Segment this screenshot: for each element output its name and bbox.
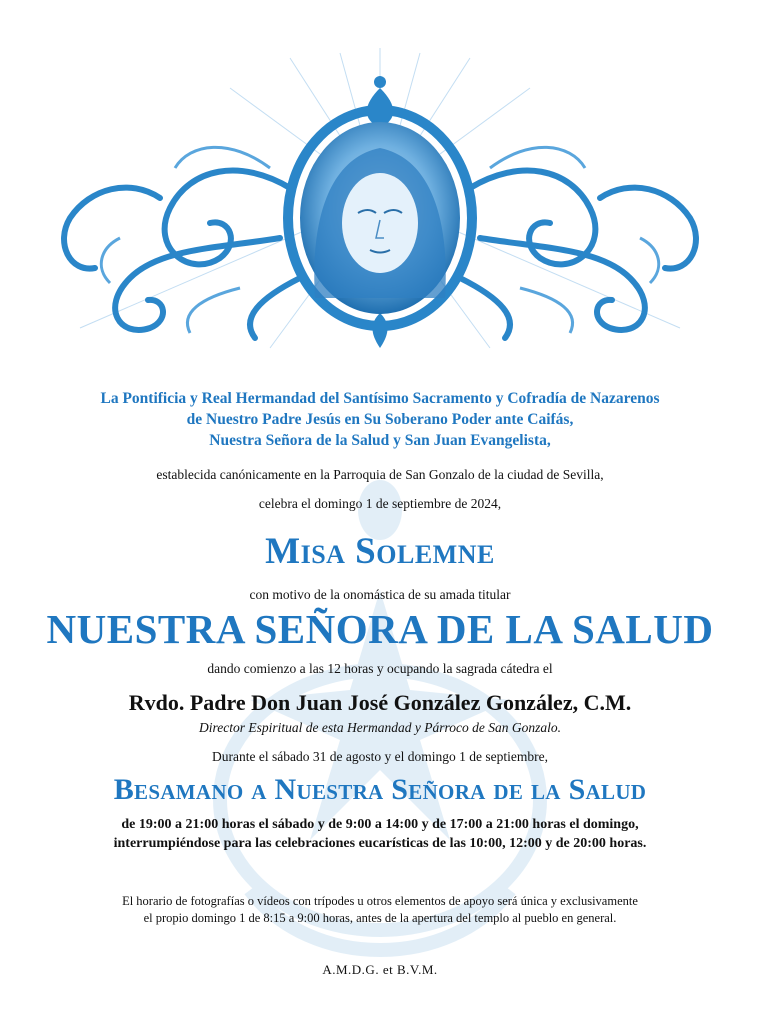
hermandad-line: de Nuestro Padre Jesús en Su Soberano Poder ante Caifás, xyxy=(186,411,574,428)
motivo-text: con motivo de la onomástica de su amada titular xyxy=(249,587,511,602)
besamano-intro: Durante el sábado 31 de agosto y el domingo 1 de septiembre, xyxy=(212,749,548,764)
virgin-medallion-baroque-icon xyxy=(40,48,720,368)
besamano-schedule xyxy=(0,815,760,853)
amdg-text: A.M.D.G. et B.V.M. xyxy=(322,962,438,977)
schedule-line: interrumpiéndose para las celebraciones eucarísticas de las 10:00, 12:00 y de 20:00 horas. xyxy=(113,836,647,851)
photo-notice xyxy=(0,893,760,927)
hermandad-line: Nuestra Señora de la Salud y San Juan Evangelista, xyxy=(209,432,551,449)
hermandad-line: La Pontificia y Real Hermandad del Santísimo Sacramento y Cofradía de Nazarenos xyxy=(100,390,660,407)
preacher-name: Rvdo. Padre Don Juan José González González, C.M. xyxy=(128,690,632,715)
besamano-title: Besamano a Nuestra Señora de la Salud xyxy=(113,773,647,806)
misa-title: Misa Solemne xyxy=(265,531,495,572)
hermandad-name xyxy=(0,388,760,451)
dando-text: dando comienzo a las 12 horas y ocupando la sagrada cátedra el xyxy=(207,661,553,676)
titular-title: NUESTRA SEÑORA DE LA SALUD xyxy=(46,606,714,652)
schedule-line: de 19:00 a 21:00 horas el sábado y de 9:00 a 14:00 y de 17:00 a 21:00 horas el domingo, xyxy=(121,817,639,832)
celebra-text: celebra el domingo 1 de septiembre de 2024, xyxy=(258,496,502,511)
photo-line: el propio domingo 1 de 8:15 a 9:00 horas, antes de la apertura del templo al pueblo en general. xyxy=(143,911,617,925)
establecida-text: establecida canónicamente en la Parroquia de San Gonzalo de la ciudad de Sevilla, xyxy=(156,467,604,482)
preacher-role: Director Espiritual de esta Hermandad y Párroco de San Gonzalo. xyxy=(199,720,561,735)
photo-line: El horario de fotografías o vídeos con trípodes u otros elementos de apoyo será única y exclusivamente xyxy=(122,894,638,908)
